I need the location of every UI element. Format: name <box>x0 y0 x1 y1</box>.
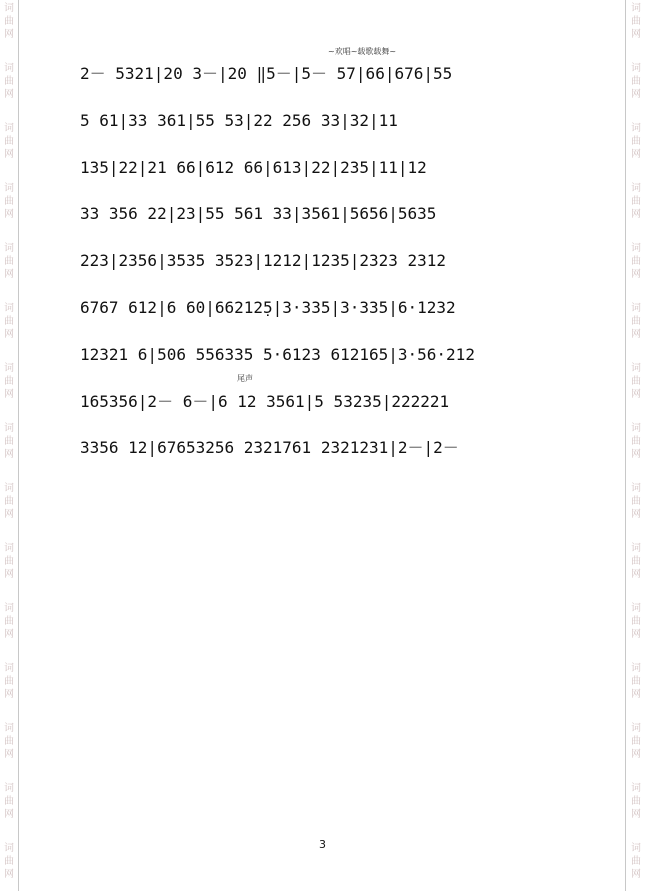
watermark-char: 词 <box>4 303 14 314</box>
watermark-char: 网 <box>631 29 641 40</box>
watermark-char: 词 <box>631 363 641 374</box>
watermark-char: 网 <box>631 389 641 400</box>
watermark-char: 词 <box>631 303 641 314</box>
watermark-char: 词 <box>4 723 14 734</box>
watermark-char: 词 <box>631 543 641 554</box>
watermark-char: 网 <box>631 329 641 340</box>
watermark-char: 曲 <box>4 316 14 327</box>
watermark-char: 网 <box>631 809 641 820</box>
watermark-char: 曲 <box>631 136 641 147</box>
watermark-char: 网 <box>4 809 14 820</box>
watermark-char: 词 <box>631 183 641 194</box>
watermark-char: 网 <box>4 749 14 760</box>
watermark-char: 词 <box>4 243 14 254</box>
watermark-char: 曲 <box>631 196 641 207</box>
watermark-char: 曲 <box>631 376 641 387</box>
watermark-char: 词 <box>631 603 641 614</box>
score-line-1: 2－ 5321|20 3－|20 ‖5－|5－ 57|66|676|55 <box>80 64 453 83</box>
score-line-3: 135|22|21 66|612 66|613|22|235|11|12 <box>80 158 427 177</box>
watermark-char: 曲 <box>631 256 641 267</box>
watermark-char: 曲 <box>631 856 641 867</box>
watermark-char: 网 <box>4 869 14 880</box>
watermark-char: 曲 <box>4 436 14 447</box>
watermark-char: 曲 <box>631 16 641 27</box>
watermark-char: 词 <box>631 63 641 74</box>
watermark-char: 网 <box>4 269 14 280</box>
watermark-char: 曲 <box>631 556 641 567</box>
watermark-char: 网 <box>4 629 14 640</box>
watermark-char: 网 <box>631 89 641 100</box>
score-line-2: 5 61|33 361|55 53|22 256 33|32|11 <box>80 111 398 130</box>
watermark-char: 词 <box>4 363 14 374</box>
watermark-char: 网 <box>631 869 641 880</box>
watermark-char: 曲 <box>631 496 641 507</box>
watermark-char: 词 <box>631 3 641 14</box>
watermark-char: 网 <box>631 209 641 220</box>
watermark-char: 网 <box>4 509 14 520</box>
watermark-char: 曲 <box>631 616 641 627</box>
watermark-char: 网 <box>631 269 641 280</box>
watermark-char: 曲 <box>631 676 641 687</box>
watermark-char: 网 <box>4 389 14 400</box>
watermark-char: 网 <box>631 569 641 580</box>
watermark-char: 曲 <box>631 736 641 747</box>
watermark-char: 词 <box>4 123 14 134</box>
watermark-char: 曲 <box>4 556 14 567</box>
watermark-char: 词 <box>4 603 14 614</box>
watermark-char: 词 <box>631 483 641 494</box>
watermark-char: 词 <box>631 123 641 134</box>
watermark-char: 网 <box>631 629 641 640</box>
watermark-char: 曲 <box>4 196 14 207</box>
watermark-char: 曲 <box>4 496 14 507</box>
watermark-char: 曲 <box>4 256 14 267</box>
watermark-char: 网 <box>4 329 14 340</box>
watermark-char: 词 <box>631 783 641 794</box>
watermark-char: 网 <box>4 569 14 580</box>
watermark-char: 词 <box>631 663 641 674</box>
watermark-char: 网 <box>4 209 14 220</box>
score-line-4: 33 356 22|23|55 561 33|3561|5656|5635 <box>80 204 437 223</box>
score-line-5: 223|2356|3535 3523|1212|1235|2323 2312 <box>80 251 447 270</box>
watermark-char: 网 <box>631 689 641 700</box>
watermark-char: 网 <box>4 689 14 700</box>
watermark-char: 曲 <box>4 76 14 87</box>
score-line-8: 165356|2－ 6－|6 12 3561|5 53235|222221 <box>80 392 450 411</box>
watermark-char: 网 <box>4 149 14 160</box>
score-line-9: 3356 12|67653256 2321761 2321231|2－|2－ <box>80 438 459 457</box>
watermark-char: 曲 <box>631 76 641 87</box>
watermark-char: 曲 <box>4 376 14 387</box>
watermark-char: 曲 <box>4 676 14 687</box>
tempo-annotation: ~欢唱~载歌载舞~ <box>328 47 397 56</box>
watermark-char: 词 <box>4 423 14 434</box>
watermark-char: 词 <box>4 3 14 14</box>
watermark-char: 词 <box>631 843 641 854</box>
watermark-char: 词 <box>4 783 14 794</box>
watermark-char: 网 <box>631 509 641 520</box>
watermark-char: 曲 <box>4 16 14 27</box>
watermark-char: 网 <box>4 89 14 100</box>
watermark-char: 词 <box>4 543 14 554</box>
watermark-char: 词 <box>4 843 14 854</box>
watermark-char: 网 <box>4 449 14 460</box>
score-line-6: 6767 612|6 60|66212̣5|3·335|3·335|6·1232 <box>80 298 456 317</box>
watermark-char: 曲 <box>631 316 641 327</box>
watermark-char: 网 <box>631 149 641 160</box>
watermark-char: 网 <box>4 29 14 40</box>
watermark-char: 词 <box>4 663 14 674</box>
watermark-char: 词 <box>4 63 14 74</box>
watermark-char: 词 <box>631 423 641 434</box>
coda-annotation: 尾声 <box>237 374 253 383</box>
page-number: 3 <box>319 838 326 851</box>
watermark-char: 词 <box>4 483 14 494</box>
score-line-7: 12321 6|506 556335 5·6123 612165|3·56·212 <box>80 345 475 364</box>
watermark-char: 曲 <box>4 616 14 627</box>
watermark-char: 曲 <box>631 436 641 447</box>
watermark-char: 词 <box>4 183 14 194</box>
watermark-char: 网 <box>631 449 641 460</box>
watermark-char: 曲 <box>4 856 14 867</box>
watermark-char: 曲 <box>4 136 14 147</box>
watermark-char: 曲 <box>631 796 641 807</box>
watermark-char: 曲 <box>4 736 14 747</box>
watermark-char: 词 <box>631 243 641 254</box>
watermark-char: 网 <box>631 749 641 760</box>
watermark-char: 曲 <box>4 796 14 807</box>
watermark-char: 词 <box>631 723 641 734</box>
